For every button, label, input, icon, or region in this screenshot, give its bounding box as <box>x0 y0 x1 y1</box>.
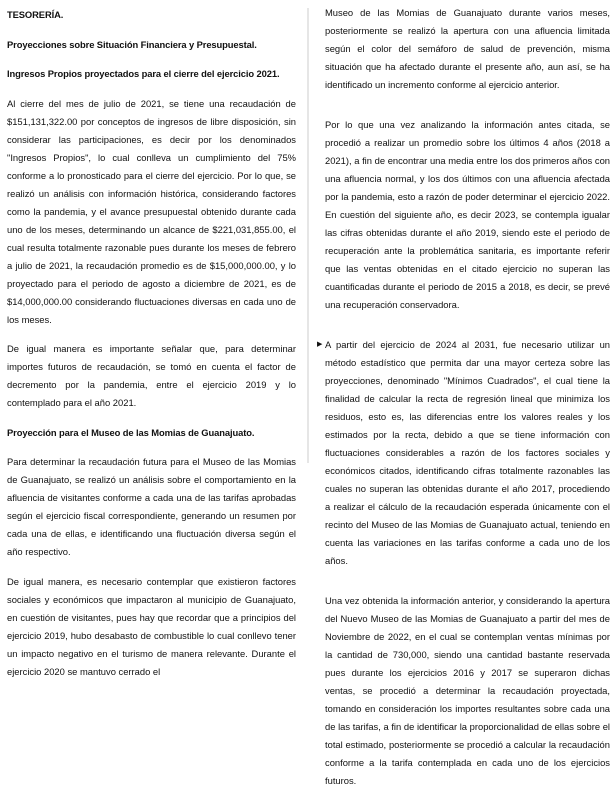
right-column <box>317 0 610 790</box>
paragraph-factores-sociales: De igual manera, es necesario contemplar que existieron factores sociales y económicos que impactaron al municipio de Guanajuato, en cuestión de visitantes, pues hay que recordar que a principios del ejercicio 2019, hubo desabasto de combustible lo cual conllevo tener un impacto negativo en el turismo de manera relevante. Durante el ejercicio 2020 se mantuvo cerrado el <box>7 575 296 677</box>
bullet-item-minimos-cuadrados <box>317 336 610 570</box>
paragraph-minimos-cuadrados: A partir del ejercicio de 2024 al 2031, fue necesario utilizar un método estadístico que permita dar una mayor certeza sobre las proyecciones, denominado "Mínimos Cuadrados", el cual tiene la finalidad de calcular la recta de regresión lineal que minimiza los residuos, esto es, las diferencias entre los valores reales y los estimados por la recta, debido a que se tiene información con fluctuaciones considerables a razón de los factores sociales y económicos citados, identificando cifras totalmente razonables las cuales no superan las obtenidas durante el año 2017, procediendo a realizar el cálculo de la recaudación esperada únicamente con el recinto del Museo de las Momias de Guanajuato actual, teniendo en cuenta las variaciones en las tarifas conforme a cada uno de los años. <box>325 339 610 566</box>
paragraph-decremento: De igual manera es importante señalar que, para determinar importes futuros de recaudación, se tomó en cuenta el factor de decremento por la pandemia, entre el ejercicio 2019 y lo contemplado para el año 2021. <box>7 343 296 408</box>
bullet-arrow-icon: ▶ <box>317 341 323 348</box>
paragraph-recaudacion-museo: Para determinar la recaudación futura para el Museo de las Momias de Guanajuato, se realizó un análisis sobre el comportamiento en la afluencia de visitantes conforme a cada una de las tarifas aprobadas según el ejercicio fiscal correspondiente, generando un resumen por cada una de ellas, e identificando una fluctuación diversa según el año respectivo. <box>7 456 296 557</box>
paragraph-promedio: Por lo que una vez analizando la información antes citada, se procedió a realizar un promedio sobre los últimos 4 años (2018 a 2021), a fin de encontrar una media entre los dos primeros años con una afluencia normal, y los dos últimos con una afluencia afectada por la pandemia, esto a razón de poder determinar el ejercicio 2022. En cuestión del siguiente año, es decir 2023, se contempla igualar las cifras obtenidas durante el año 2019, siendo este el periodo de recuperación ante la problemática sanitaria, es importante referir que las ventas obtenidas en el citado ejercicio no superan las cuantificadas durante el periodo de 2015 a 2018, es decir, se prevé una recuperación conservadora. <box>325 119 610 310</box>
paragraph-nuevo-museo: Una vez obtenida la información anterior, y considerando la apertura del Nuevo Museo de las Momias de Guanajuato a partir del mes de Noviembre de 2022, en el cual se contemplan ventas mínimas por la cantidad de 730,000, siendo una cantidad bastante reservada pues durante los ejercicios 2016 y 2017 se superaron dichas ventas, se procedió a determinar la recaudación proyectada, tomando en consideración los importes resultantes sobre cada una de las tarifas, a fin de identificar la proporcionalidad de ellas sobre el total estimado, posteriormente se procedió a calcular la recaudación conforme a la tarifa contemplada en cada uno de los ejercicios futuros. <box>325 595 610 786</box>
paragraph-museo-cierre: Museo de las Momias de Guanajuato durante varios meses, posteriormente se realizó la apertura con una afluencia limitada según el color del semáforo de salud de prevención, misma situación que ha afectado durante el presente año, aun así, se ha identificado un incremento conforme al ejercicio anterior. <box>325 7 610 90</box>
left-column <box>7 0 296 681</box>
heading-proyecciones: Proyecciones sobre Situación Financiera y Presupuestal. <box>7 38 257 50</box>
heading-ingresos-propios: Ingresos Propios proyectados para el cierre del ejercicio 2021. <box>7 68 280 79</box>
column-divider <box>307 8 309 463</box>
paragraph-recaudacion: Al cierre del mes de julio de 2021, se tiene una recaudación de $151,131,322.00 por conceptos de ingresos de libre disposición, sin considerar las participaciones, es decir por los denominados "Ingresos Propios", lo cual conlleva un cumplimiento del 75% conforme a lo pronosticado para el cierre del ejercicio. Por lo que, se realizó un análisis con información histórica, considerando factores como la pandemia, y el avance presupuestal obtenido durante cada uno de los meses, determinando un alcance de $221,031,855.00, el cual resulta totalmente razonable pues durante los meses de febrero a julio de 2021, la recaudación promedio es de $15,000,000.00, y lo proyectado para el periodo de agosto a diciembre de 2021, es de $14,000,000.00 considerando fluctuaciones diversas en cada uno de los meses. <box>7 97 296 325</box>
section-title: TESORERÍA. <box>7 9 64 20</box>
heading-museo-momias: Proyección para el Museo de las Momias de Guanajuato. <box>7 426 255 438</box>
